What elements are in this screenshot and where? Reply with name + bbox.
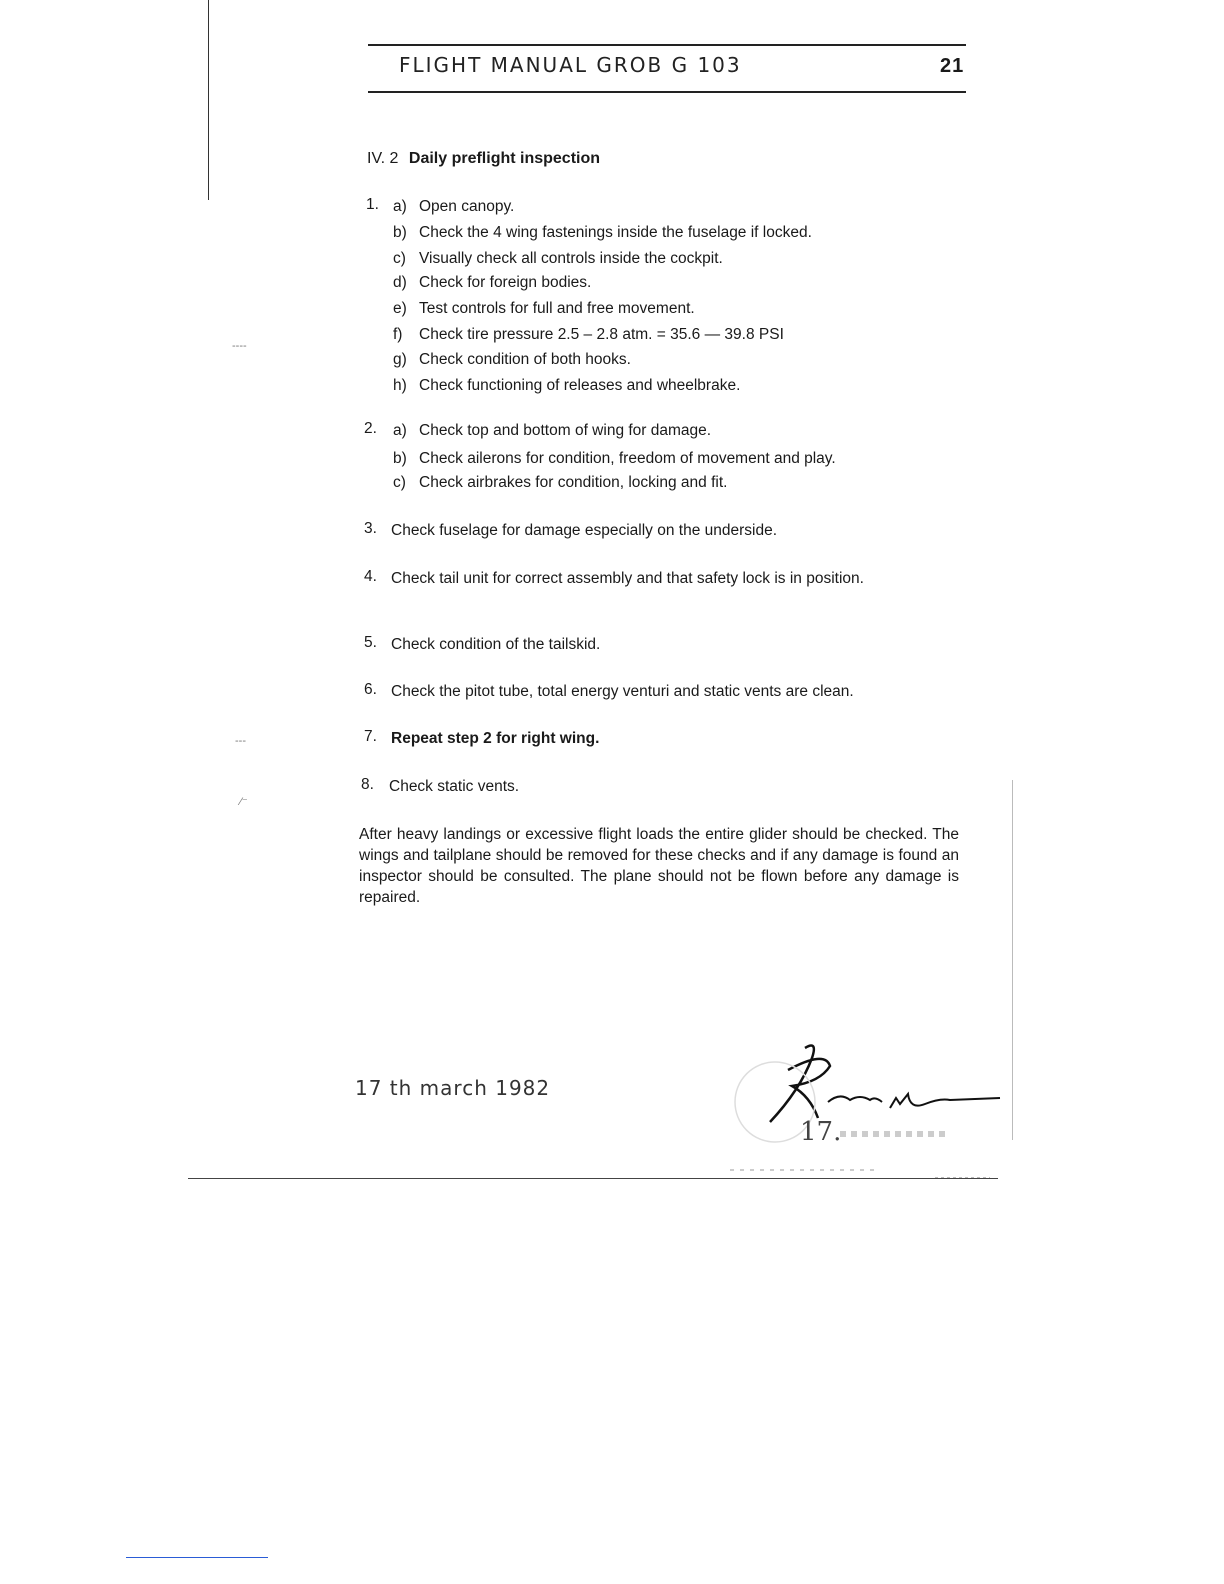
step-item bbox=[393, 349, 631, 370]
item-letter: b) bbox=[393, 224, 407, 241]
item-text: Check the 4 wing fastenings inside the fuselage if locked. bbox=[419, 224, 812, 241]
step-text: Check fuselage for damage especially on the underside. bbox=[391, 522, 778, 539]
step-item bbox=[393, 222, 812, 243]
item-text: Check tire pressure 2.5 – 2.8 atm. = 35.6 — 39.8 PSI bbox=[419, 326, 784, 343]
item-text: Open canopy. bbox=[419, 198, 515, 215]
item-letter: c) bbox=[393, 250, 406, 267]
step-item bbox=[393, 420, 711, 441]
scan-mark: ‐‐‐ bbox=[235, 735, 246, 747]
section-number: IV. 2 bbox=[367, 150, 399, 167]
manual-title: FLIGHT MANUAL GROB G 103 bbox=[399, 53, 742, 77]
step-number: 8. bbox=[361, 776, 374, 793]
step-item bbox=[393, 472, 727, 493]
step-text: Check static vents. bbox=[389, 778, 520, 795]
page-number: 21 bbox=[940, 55, 965, 77]
step-text: Repeat step 2 for right wing. bbox=[391, 730, 600, 747]
section-title: Daily preflight inspection bbox=[408, 150, 601, 167]
item-letter: h) bbox=[393, 377, 407, 394]
step-item bbox=[393, 272, 591, 293]
inspection-note: After heavy landings or excessive flight loads the entire glider should be checked. The wings and tailplane should be removed for these checks and if any damage is found an inspector should be consulted. The plane should not be flown before any damage is repaired. bbox=[359, 826, 959, 906]
left-margin-line bbox=[208, 0, 209, 200]
item-letter: e) bbox=[393, 300, 407, 317]
bottom-rule bbox=[188, 1178, 998, 1179]
document-date: 17 th march 1982 bbox=[355, 1076, 551, 1100]
scan-mark: ⁄⁻ bbox=[240, 796, 248, 808]
item-text: Check top and bottom of wing for damage. bbox=[419, 422, 712, 439]
step-item bbox=[393, 324, 784, 345]
step-number: 4. bbox=[364, 568, 377, 585]
item-letter: c) bbox=[393, 474, 406, 491]
step-number: 1. bbox=[366, 196, 379, 213]
item-letter: a) bbox=[393, 198, 407, 215]
step-number: 6. bbox=[364, 681, 377, 698]
item-letter: d) bbox=[393, 274, 407, 291]
stamp-number: 17. bbox=[800, 1117, 842, 1147]
header-rule-bottom bbox=[368, 91, 966, 93]
item-text: Check airbrakes for condition, locking and fit. bbox=[419, 474, 728, 491]
item-letter: g) bbox=[393, 351, 407, 368]
step-text: Check the pitot tube, total energy venturi and static vents are clean. bbox=[391, 683, 854, 700]
section-heading bbox=[367, 150, 600, 168]
step-number: 2. bbox=[364, 420, 377, 437]
footer-link-underline[interactable] bbox=[126, 1557, 268, 1558]
item-text: Check for foreign bodies. bbox=[419, 274, 592, 291]
step-item bbox=[393, 196, 514, 217]
step-item bbox=[393, 375, 740, 396]
step-number: 3. bbox=[364, 520, 377, 537]
step-item bbox=[393, 448, 836, 469]
item-text: Check ailerons for condition, freedom of movement and play. bbox=[419, 450, 836, 467]
item-letter: f) bbox=[393, 326, 403, 343]
signature bbox=[700, 1030, 1020, 1190]
step-text: Check tail unit for correct assembly and that safety lock is in position. bbox=[391, 570, 864, 587]
scan-edge bbox=[1012, 780, 1013, 1140]
item-letter: a) bbox=[393, 422, 407, 439]
item-text: Check condition of both hooks. bbox=[419, 351, 631, 368]
scan-mark: ‐‐‐‐ bbox=[232, 340, 247, 352]
step-item bbox=[393, 298, 695, 319]
step-item bbox=[393, 248, 723, 269]
item-letter: b) bbox=[393, 450, 407, 467]
item-text: Visually check all controls inside the cockpit. bbox=[419, 250, 723, 267]
signature-graphic bbox=[700, 1030, 1020, 1190]
step-number: 5. bbox=[364, 634, 377, 651]
header-rule-top bbox=[368, 44, 966, 46]
step-number: 7. bbox=[364, 728, 377, 745]
step-text: Check condition of the tailskid. bbox=[391, 636, 601, 653]
item-text: Check functioning of releases and wheelbrake. bbox=[419, 377, 741, 394]
item-text: Test controls for full and free movement. bbox=[419, 300, 695, 317]
